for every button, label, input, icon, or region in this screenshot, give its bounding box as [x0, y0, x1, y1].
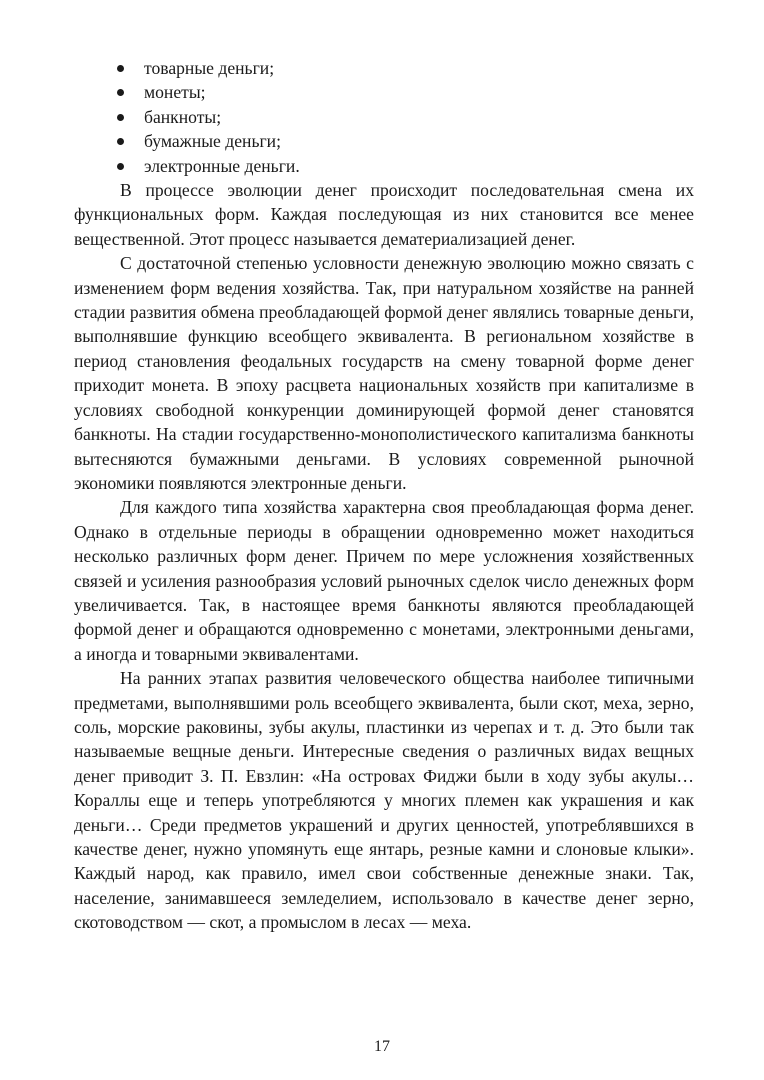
- page-body: [74, 56, 694, 935]
- list-item: [74, 56, 694, 80]
- list-item-text: бумажные деньги;: [144, 131, 281, 152]
- bullet-icon: [117, 114, 124, 121]
- list-item: [74, 80, 694, 104]
- list-item-text: монеты;: [144, 82, 206, 103]
- bullet-icon: [117, 138, 124, 145]
- paragraph-dematerialization: В процессе эволюции денег происходит последовательная смена их функциональных форм. Каждая последующая из них становится все менее вещественной. Этот процесс называется дематериализацией денег.: [74, 180, 694, 249]
- list-item: [74, 154, 694, 178]
- list-item-text: товарные деньги;: [144, 58, 275, 78]
- money-forms-list: [74, 56, 694, 178]
- list-item: [74, 105, 694, 129]
- paragraph-commodity-money: На ранних этапах развития человеческого общества наиболее типичными предметами, выполнявшими роль всеобщего эквивалента, были скот, меха, зерно, соль, морские раковины, зубы акулы, пластинки из черепах и т. д. Это были так называемые вещные деньги. Интересные сведения о различных видах вещных денег приводит З. П. Евзлин: «На островах Фиджи были в ходу зубы акулы… Кораллы еще и теперь употребляются у многих племен как украшения и как деньги… Среди предметов украшений и других ценностей, употреблявшихся в качестве денег, нужно упомянуть еще янтарь, резные камни и слоновые клыки». Каждый народ, как правило, имел свои собственные денежные знаки. Так, население, занимавшееся земледелием, использовало в качестве денег зерно, скотоводством — скот, а промыслом в лесах — меха.: [74, 668, 694, 933]
- page-number: 17: [374, 1038, 390, 1055]
- bullet-icon: [117, 65, 124, 72]
- list-item-text: электронные деньги.: [144, 155, 300, 176]
- bullet-icon: [117, 163, 124, 170]
- list-item-text: банкноты;: [144, 106, 222, 127]
- bullet-icon: [117, 89, 124, 96]
- list-item: [74, 129, 694, 153]
- paragraph-predominant-form: Для каждого типа хозяйства характерна своя преобладающая форма денег. Однако в отдельные периоды в обращении одновременно может находиться несколько различных форм денег. Причем по мере усложнения хозяйственных связей и усиления разнообразия условий рыночных сделок число денежных форм увеличивается. Так, в настоящее время банкноты являются преобладающей формой денег и обращаются одновременно с монетами, электронными деньгами, а иногда и товарными эквивалентами.: [74, 497, 694, 664]
- paragraph-evolution: С достаточной степенью условности денежную эволюцию можно связать с изменением форм ведения хозяйства. Так, при натуральном хозяйстве на ранней стадии развития обмена преобладающей формой денег являлись товарные деньги, выполнявшие функцию всеобщего эквивалента. В региональном хозяйстве в период становления феодальных государств на смену товарной форме денег приходит монета. В эпоху расцвета национальных хозяйств при капитализме в условиях свободной конкуренции доминирующей формой денег становятся банкноты. На стадии государственно-монополистического капитализма банкноты вытесняются бумажными деньгами. В условиях современной рыночной экономики появляются электронные деньги.: [74, 253, 694, 493]
